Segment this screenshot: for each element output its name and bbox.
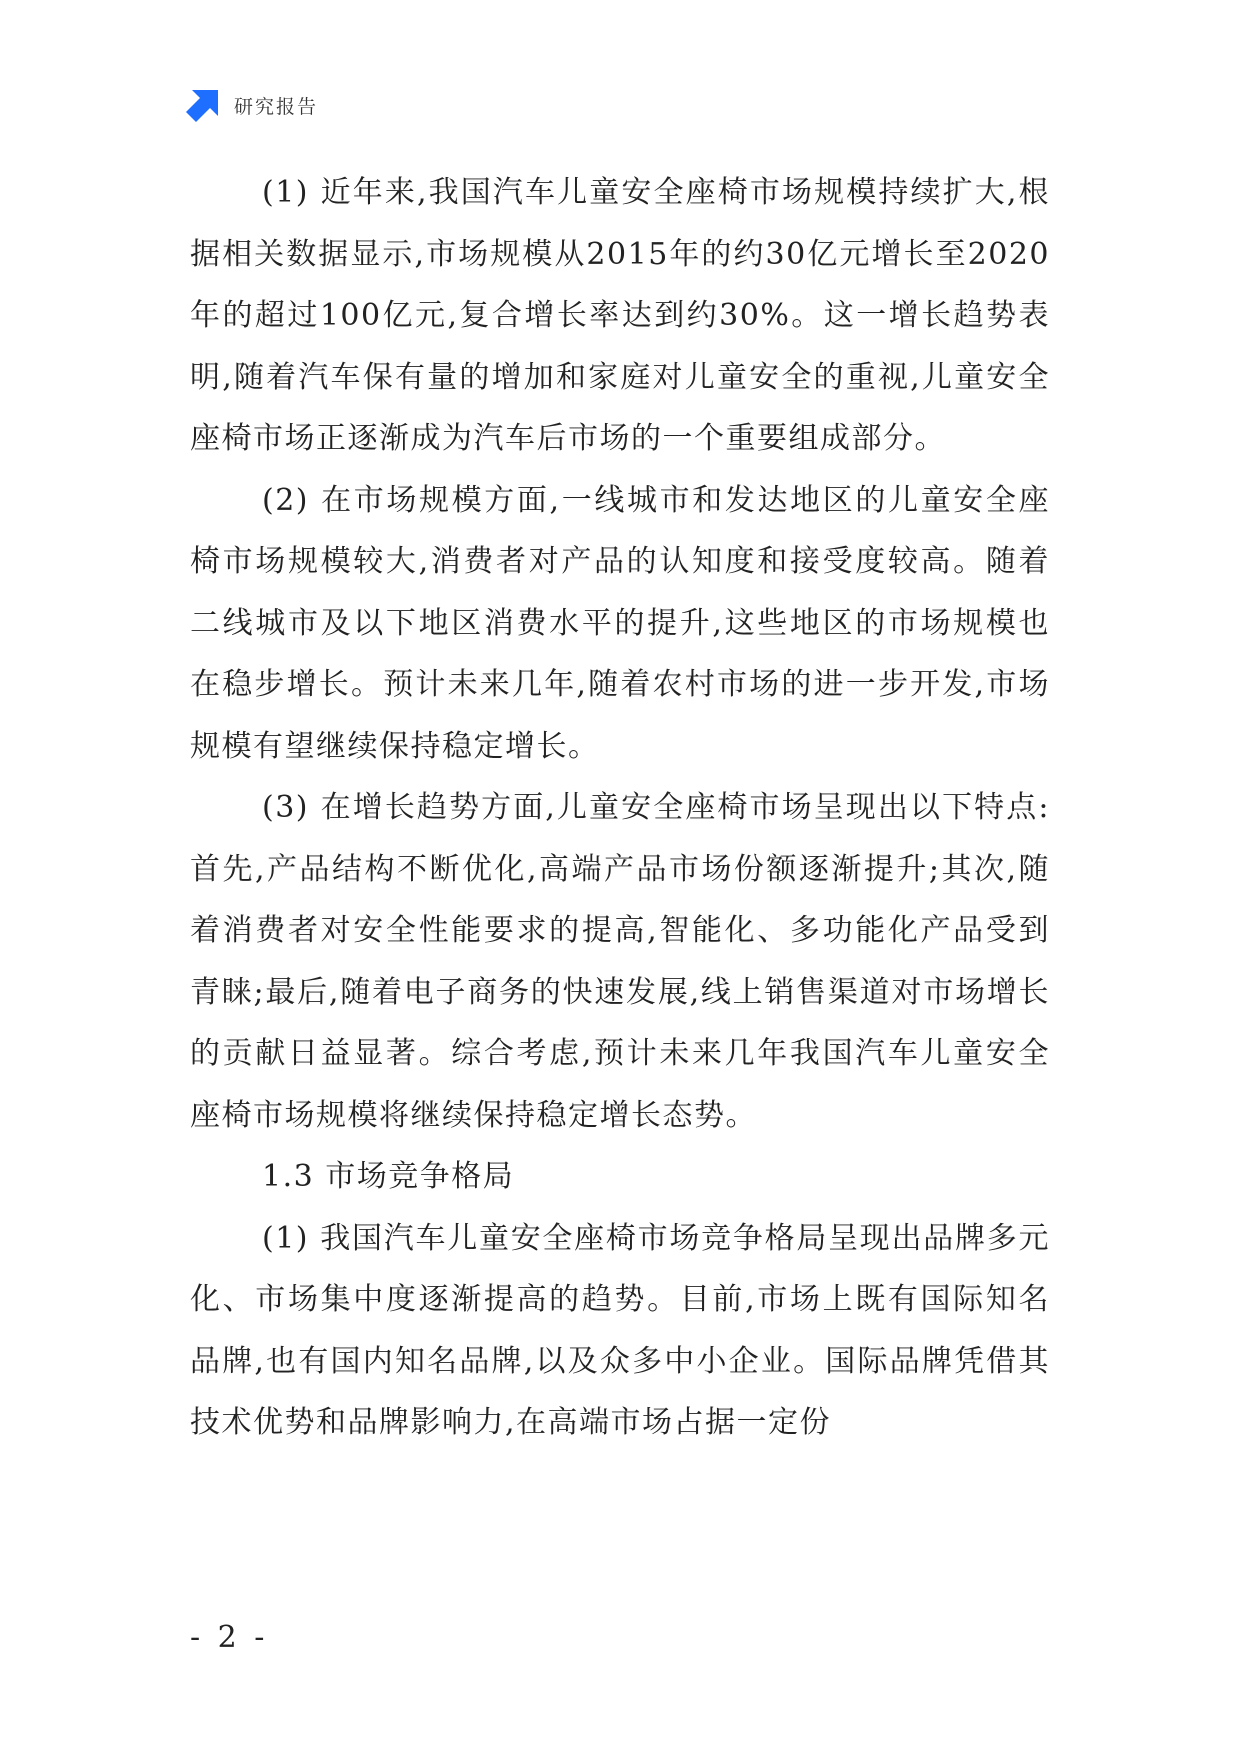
page-number: - 2 - bbox=[190, 1620, 269, 1655]
section-heading: 1.3 市场竞争格局 bbox=[262, 1159, 515, 1194]
page-header bbox=[186, 88, 318, 122]
paragraph-2: (2) 在市场规模方面,一线城市和发达地区的儿童安全座椅市场规模较大,消费者对产品的认知度和接受度较高。随着二线城市及以下地区消费水平的提升,这些地区的市场规模也在稳步增长。预计未来几年,随着农村市场的进一步开发,市场规模有望继续保持稳定增长。 bbox=[190, 482, 1050, 764]
paragraph-3: (3) 在增长趋势方面,儿童安全座椅市场呈现出以下特点:首先,产品结构不断优化,高端产品市场份额逐渐提升;其次,随着消费者对安全性能要求的提高,智能化、多功能化产品受到青睐;最后,随着电子商务的快速发展,线上销售渠道对市场增长的贡献日益显著。综合考虑,预计未来几年我国汽车儿童安全座椅市场规模将继续保持稳定增长态势。 bbox=[190, 790, 1050, 1133]
paragraph-1: (1) 近年来,我国汽车儿童安全座椅市场规模持续扩大,根据相关数据显示,市场规模从2015年的约30亿元增长至2020年的超过100亿元,复合增长率达到约30%。这一增长趋势表明,随着汽车保有量的增加和家庭对儿童安全的重视,儿童安全座椅市场正逐渐成为汽车后市场的一个重要组成部分。 bbox=[190, 175, 1050, 456]
document-body bbox=[190, 162, 1050, 1454]
arrow-up-right-icon bbox=[186, 88, 220, 122]
header-title: 研究报告 bbox=[234, 95, 319, 118]
section-paragraph-1: (1) 我国汽车儿童安全座椅市场竞争格局呈现出品牌多元化、市场集中度逐渐提高的趋势。目前,市场上既有国际知名品牌,也有国内知名品牌,以及众多中小企业。国际品牌凭借其技术优势和品牌影响力,在高端市场占据一定份 bbox=[190, 1220, 1050, 1440]
